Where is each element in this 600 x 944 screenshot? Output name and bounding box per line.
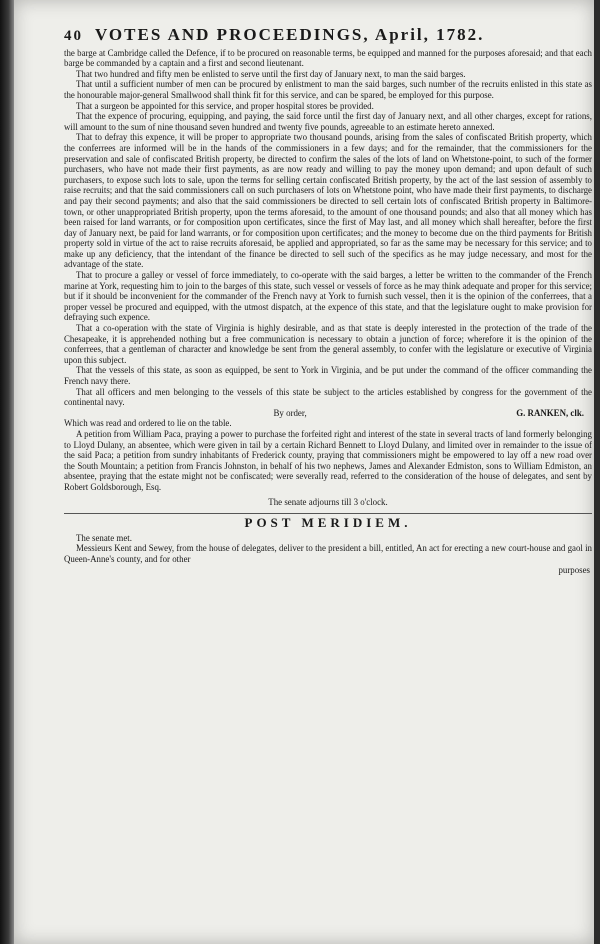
section-heading: POST MERIDIEM. xyxy=(244,515,412,531)
by-order-text: By order, xyxy=(273,407,307,418)
paragraph: the barge at Cambridge called the Defence, if to be procured on reasonable terms, be equipped and manned for the purposes aforesaid; and that each barge be commanded by a captain and a first and second lieutenant. xyxy=(64,47,592,69)
paragraph: The senate met. xyxy=(76,532,132,543)
paragraph: That to procure a galley or vessel of force immediately, to co-operate with the said barges, a letter be written to the commander of the French marine at York, requesting him to join to the barges of this state, such vessel or vessels of force as he may think adequate and proper for this service; but if it should be inconvenient for the commander of the French navy at York to furnish such vessel, then it is the opinion of the conferrees, that a proper vessel be procured and equipped, with the utmost dispatch, at the expence of this state, and that the legislature ought to make provision for defraying such expence. xyxy=(64,270,592,323)
paragraph: That two hundred and fifty men be enlisted to serve until the first day of January next, to man the said barges. xyxy=(76,68,466,79)
section-divider xyxy=(64,513,592,514)
paragraph: That all officers and men belonging to the vessels of this state be subject to the articles established by congress for the government of the continental navy. xyxy=(64,386,592,408)
paragraph: That a co-operation with the state of Virginia is highly desirable, and as that state is deeply interested in the protection of the trade of the Chesapeake, it is apprehended nothing but a free communication is necessary to obtain a junction of force; wherefore it is the opinion of the conferrees, that a gentleman of character and knowledge be sent from the general assembly, to confer with the legislature or executive of Virginia upon this subject. xyxy=(64,323,592,365)
scanned-page xyxy=(14,0,594,944)
paragraph: That the expence of procuring, equipping, and paying, the said force until the first day of January next, and all other charges, except for rations, will amount to the sum of nine thousand seven hundred and twenty five pounds, agreeable to an estimate hereto annexed. xyxy=(64,111,592,132)
paragraph: That to defray this expence, it will be proper to appropriate two thousand pounds, arising from the sales of confiscated British property, which the conferrees are informed will be in the hands of the commissioners in a few days; and for the remainder, that the commissioners for the preservation and sale of confiscated British property, be directed to confirm the sales of the lots of land on Whetstone-point, to such of the former purchasers, who have not made their first payments, as are now ready and willing to pay the money upon demand; and upon default of such purchasers, to expose such lots to sale, upon the terms for selling certain confiscated British property, by the act of the last session of assembly to raise recruits; and that the said commissioners call on such purchasers of lots on Whetstone point, who have made their first payments, to discharge and pay their second payments; and also that the said commissioners be directed to sell certain lots of confiscated British property in Baltimore-town, or other unappropriated British property, upon the terms aforesaid, to the amount of one thousand pounds; and also that all money which has been raised for land warrants, or for composition upon certificates, since the first of May last, and all money which shall hereafter, before the first day of January next, be paid for land warrants, or for composition upon certificates; and the money to become due on the third payments for British property sold in virtue of the act to raise recruits aforesaid, be applied and appropriated, so far as the same may be necessary for this service; and to make up any deficiency, that the intendant of the finance be directed to sell such of the specifics as he may judge necessary, and most for the advantage of the state. xyxy=(64,132,592,270)
adjournment-note: The senate adjourns till 3 o'clock. xyxy=(268,496,388,507)
paragraph: Which was read and ordered to lie on the table. xyxy=(64,418,232,429)
clerk-signature: G. RANKEN, clk. xyxy=(516,407,584,418)
running-header xyxy=(64,25,592,44)
page-number: 40 xyxy=(64,28,83,44)
paragraph: That until a sufficient number of men can be procured by enlistment to man the said barges, such number of the recruits enlisted in this state as the honourable major-general Smallwood shall think fit for this service, and can be spared, be employed for this purpose. xyxy=(64,79,592,100)
paragraph: Messieurs Kent and Sewey, from the house of delegates, deliver to the president a bill, entitled, An act for erecting a new court-house and gaol in Queen-Anne's county, and for other xyxy=(64,543,592,564)
paragraph: A petition from William Paca, praying a power to purchase the forfeited right and interest of the state in several tracts of land formerly belonging to Lloyd Dulany, an absentee, which were given in tail by a certain Richard Bennett to Lloyd Dulany, and limited over in remainder to the issue of the said Paca; a petition from sundry inhabitants of Frederick county, praying that commissioners might be empowered to lay off a new road over the South Mountain; a petition from Francis Johnston, in behalf of his two nephews, James and Alexander Edmiston, sons to William Edmiston, an absentee, praying that the estate might not be confiscated; were severally read, referred to the consideration of the house of delegates, and sent by Robert Goldsborough, Esq. xyxy=(64,428,592,492)
page-title: VOTES AND PROCEEDINGS, April, 1782. xyxy=(95,25,485,44)
book-gutter xyxy=(0,0,14,944)
catchword: purposes xyxy=(558,564,590,575)
paragraph: That a surgeon be appointed for this service, and proper hospital stores be provided. xyxy=(76,100,374,111)
signature-block xyxy=(64,408,592,419)
page-content xyxy=(64,25,592,575)
paragraph: That the vessels of this state, as soon as equipped, be sent to York in Virginia, and be put under the command of the officer commanding the French navy there. xyxy=(64,365,592,386)
